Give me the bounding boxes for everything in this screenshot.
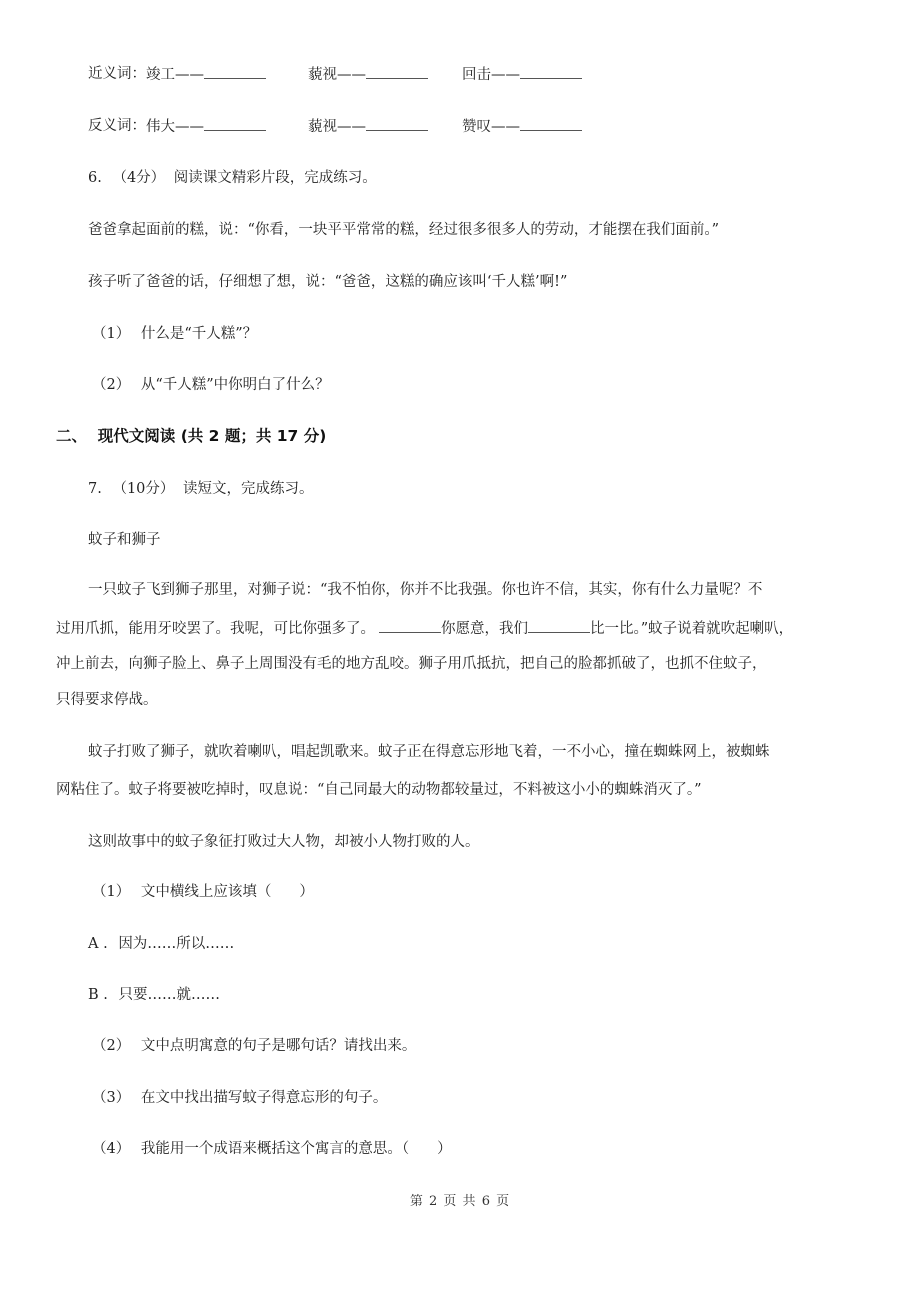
antonyms-label: 反义词： — [88, 118, 146, 134]
synonyms-label: 近义词： — [88, 66, 146, 82]
synonym-word-2: 藐视—— — [308, 67, 366, 83]
option-letter: A . — [88, 936, 108, 952]
passage-text: 过用爪抓，能用牙咬罢了。我呢，可比你强多了。 — [56, 621, 375, 637]
question-6-header — [88, 168, 377, 188]
answer-blank[interactable] — [520, 64, 582, 79]
question-score: （4分） — [112, 170, 166, 186]
antonym-word-3: 赞叹—— — [462, 119, 520, 135]
synonym-word-1: 竣工—— — [146, 67, 204, 83]
page-footer: 第 2 页 共 6 页 — [409, 1194, 511, 1209]
synonym-item-3 — [462, 64, 582, 85]
subquestion-text: 文中点明寓意的句子是哪句话？请找出来。 — [140, 1038, 417, 1054]
subquestion-7-1 — [92, 882, 314, 902]
passage-line: 一只蚊子飞到狮子那里，对狮子说：“我不怕你，你并不比我强。你也许不信，其实，你有什么力量呢？不 — [88, 582, 763, 598]
synonym-item-2 — [308, 64, 428, 85]
subquestion-number: （4） — [92, 1141, 131, 1157]
question-prompt: 读短文，完成练习。 — [183, 481, 314, 497]
synonym-item-1 — [146, 64, 266, 85]
option-text: 因为……所以…… — [118, 936, 235, 952]
answer-blank[interactable] — [366, 64, 428, 79]
passage-line: 只得要求停战。 — [56, 692, 158, 708]
option-text: 只要……就…… — [118, 987, 220, 1003]
section-heading: 二、 现代文阅读 (共 2 题；共 17 分) — [56, 427, 327, 445]
question-7-header — [88, 479, 314, 499]
passage-text: 你愿意，我们 — [441, 621, 528, 637]
subquestion-text: 从“千人糕”中你明白了什么？ — [140, 377, 330, 393]
subquestion-number: （1） — [92, 326, 131, 342]
subquestion-text: 在文中找出描写蚊子得意忘形的句子。 — [140, 1090, 388, 1106]
passage-line: 这则故事中的蚊子象征打败过大人物，却被小人物打败的人。 — [88, 834, 480, 850]
passage-line: 爸爸拿起面前的糕，说：“你看，一块平平常常的糕，经过很多很多人的劳动，才能摆在我们面前。” — [88, 222, 720, 238]
subquestion-6-1 — [92, 324, 257, 344]
subquestion-6-2 — [92, 375, 330, 395]
question-number: 7. — [88, 481, 102, 497]
antonym-item-1 — [146, 116, 266, 137]
subquestion-number: （1） — [92, 884, 131, 900]
passage-title: 蚊子和狮子 — [88, 532, 161, 548]
passage-line: 蚊子打败了狮子，就吹着喇叭，唱起凯歌来。蚊子正在得意忘形地飞着，一不小心，撞在蜘蛛网上，被蜘蛛 — [88, 744, 770, 760]
antonym-item-2 — [308, 116, 428, 137]
antonym-item-3 — [462, 116, 582, 137]
antonym-word-1: 伟大—— — [146, 119, 204, 135]
subquestion-7-4 — [92, 1139, 452, 1159]
passage-line-with-blanks — [56, 618, 793, 639]
subquestion-7-2 — [92, 1036, 416, 1056]
paren-close: ） — [437, 1141, 452, 1157]
subquestion-7-3 — [92, 1088, 387, 1108]
subquestion-text: 我能用一个成语来概括这个寓言的意思。（ — [140, 1141, 410, 1157]
subquestion-number: （2） — [92, 1038, 131, 1054]
fill-blank-2[interactable] — [528, 618, 590, 633]
passage-line: 网粘住了。蚊子将要被吃掉时，叹息说：“自己同最大的动物都较量过，不料被这小小的蜘蛛消灭了。” — [56, 782, 702, 798]
answer-blank[interactable] — [366, 116, 428, 131]
subquestion-text: 文中横线上应该填（ — [140, 884, 272, 900]
option-letter: B . — [88, 987, 108, 1003]
paren-close: ） — [299, 884, 314, 900]
antonym-word-2: 藐视—— — [308, 119, 366, 135]
option-b[interactable] — [88, 985, 220, 1005]
passage-text: 比一比。”蚊子说着就吹起喇叭， — [590, 621, 794, 637]
synonym-word-3: 回击—— — [462, 67, 520, 83]
subquestion-number: （3） — [92, 1090, 131, 1106]
question-score: （10分） — [112, 481, 175, 497]
answer-blank[interactable] — [520, 116, 582, 131]
passage-line: 孩子听了爸爸的话，仔细想了想，说：“爸爸，这糕的确应该叫‘千人糕’啊!” — [88, 274, 568, 290]
fill-blank-1[interactable] — [379, 618, 441, 633]
passage-line: 冲上前去，向狮子脸上、鼻子上周围没有毛的地方乱咬。狮子用爪抵抗，把自己的脸都抓破了，也抓不住蚊子， — [56, 656, 767, 672]
question-prompt: 阅读课文精彩片段，完成练习。 — [173, 170, 377, 186]
answer-blank[interactable] — [204, 116, 266, 131]
question-number: 6. — [88, 170, 102, 186]
subquestion-text: 什么是“千人糕”？ — [140, 326, 258, 342]
option-a[interactable] — [88, 934, 234, 954]
subquestion-number: （2） — [92, 377, 131, 393]
answer-blank[interactable] — [204, 64, 266, 79]
